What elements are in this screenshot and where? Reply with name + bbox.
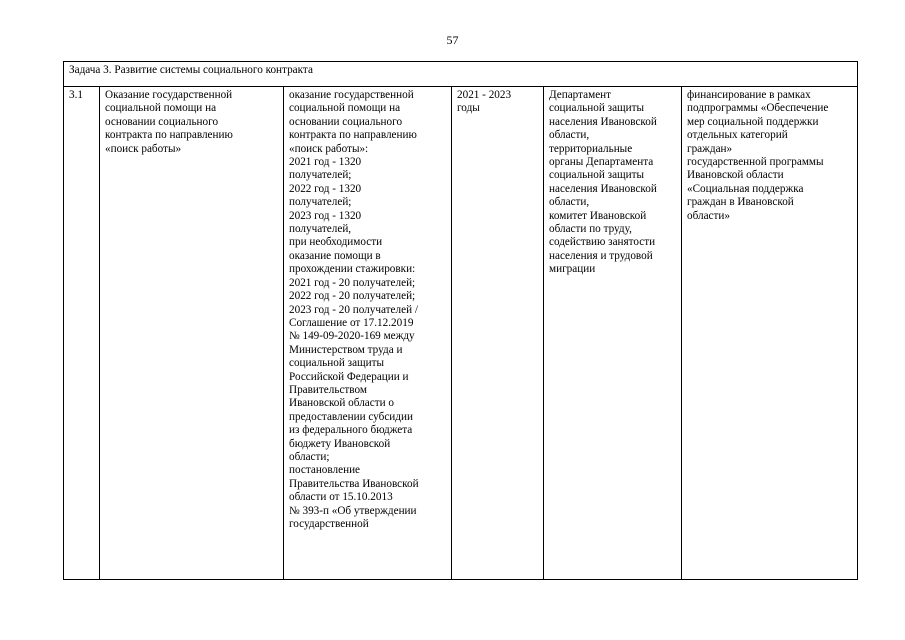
text-line: социальной помощи на <box>289 102 401 115</box>
text-line: населения Ивановской <box>549 182 657 195</box>
page-number: 57 <box>446 33 459 47</box>
text-line: миграции <box>549 263 596 276</box>
text-line: получателей; <box>289 196 352 209</box>
text-line: из федерального бюджета <box>289 424 413 437</box>
text-line: государственной программы <box>687 156 824 169</box>
text-line: Соглашение от 17.12.2019 <box>289 316 414 329</box>
measure-name-cell <box>100 87 284 580</box>
text-line: области» <box>687 209 730 222</box>
text-line: основании социального <box>105 115 219 128</box>
text-line: 2022 год - 20 получателей; <box>289 290 416 303</box>
text-line: территориальные <box>549 142 633 155</box>
text-line: социальной защиты <box>549 169 645 182</box>
text-line: бюджету Ивановской <box>289 437 391 450</box>
text-line: Оказание государственной <box>105 89 233 101</box>
financing-cell <box>682 87 858 580</box>
text-line: Правительства Ивановской <box>289 477 419 490</box>
text-line: социальной защиты <box>289 357 385 370</box>
text-line: получателей; <box>289 169 352 182</box>
text-line: граждан» <box>687 142 733 155</box>
expected-result-cell <box>284 87 452 580</box>
text-line: «поиск работы» <box>105 142 182 155</box>
text-line: социальной защиты <box>549 102 645 115</box>
text-line: Правительством <box>289 383 367 396</box>
text-line: 2021 - 2023 <box>457 89 512 101</box>
text-line: области, <box>549 196 590 209</box>
text-line: «поиск работы»: <box>289 142 369 155</box>
expected-result-text <box>289 89 446 531</box>
text-line: 2023 год - 20 получателей / <box>289 303 418 316</box>
text-line: 2021 год - 20 получателей; <box>289 276 416 289</box>
task-header-row <box>64 62 858 87</box>
text-line: граждан в Ивановской <box>687 196 794 209</box>
executor-text <box>549 89 676 277</box>
text-line: прохождении стажировки: <box>289 263 416 276</box>
text-line: населения и трудовой <box>549 249 653 262</box>
text-line: государственной <box>289 518 369 530</box>
text-line: области, <box>549 129 590 142</box>
text-line: оказание государственной <box>289 89 414 101</box>
executor-cell <box>544 87 682 580</box>
period-cell <box>452 87 544 580</box>
text-line: содействию занятости <box>549 236 656 249</box>
table-row <box>64 87 858 580</box>
text-line: основании социального <box>289 115 403 128</box>
text-line: получателей, <box>289 223 352 236</box>
text-line: 2021 год - 1320 <box>289 156 362 169</box>
text-line: области по труду, <box>549 223 632 236</box>
financing-text <box>687 89 852 223</box>
text-line: органы Департамента <box>549 156 654 169</box>
text-line: контракта по направлению <box>289 129 417 142</box>
text-line: Министерством труда и <box>289 343 403 356</box>
text-line: при необходимости <box>289 236 383 249</box>
text-line: 2022 год - 1320 <box>289 182 362 195</box>
text-line: годы <box>457 102 480 115</box>
text-line: населения Ивановской <box>549 115 657 128</box>
text-line: Департамент <box>549 89 612 101</box>
text-line: контракта по направлению <box>105 129 233 142</box>
text-line: Российской Федерации и <box>289 370 409 383</box>
text-line: подпрограммы «Обеспечение <box>687 102 829 115</box>
text-line: № 393-п «Об утверждении <box>289 504 417 517</box>
text-line: Ивановской области о <box>289 397 394 410</box>
text-line: 2023 год - 1320 <box>289 209 362 222</box>
measures-table <box>63 61 858 580</box>
period-text <box>457 89 538 116</box>
row-number-cell: 3.1 <box>64 87 100 580</box>
text-line: оказание помощи в <box>289 249 381 262</box>
text-line: финансирование в рамках <box>687 89 811 101</box>
text-line: области; <box>289 450 330 463</box>
measure-name-text <box>105 89 278 156</box>
text-line: Ивановской области <box>687 169 784 182</box>
text-line: комитет Ивановской <box>549 209 647 222</box>
text-line: № 149-09-2020-169 между <box>289 330 415 343</box>
text-line: отдельных категорий <box>687 129 788 142</box>
text-line: социальной помощи на <box>105 102 217 115</box>
text-line: мер социальной поддержки <box>687 115 819 128</box>
text-line: постановление <box>289 464 361 477</box>
text-line: предоставлении субсидии <box>289 410 413 423</box>
text-line: области от 15.10.2013 <box>289 491 393 504</box>
task-header-cell: Задача 3. Развитие системы социального контракта <box>64 62 858 87</box>
text-line: «Социальная поддержка <box>687 182 804 195</box>
